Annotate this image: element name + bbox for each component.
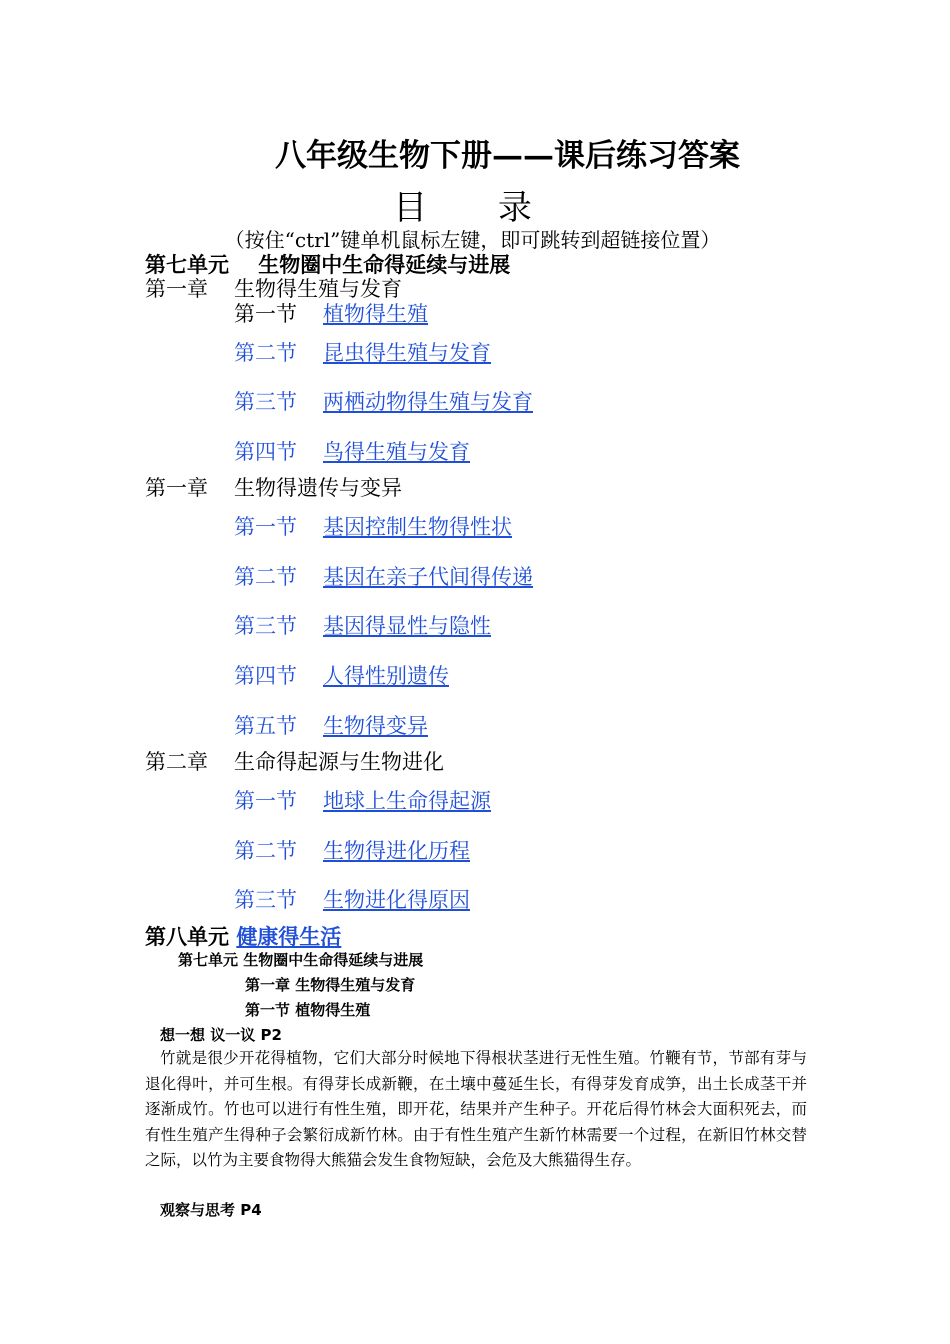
toc-chapter-name: 生命得起源与生物进化 bbox=[234, 750, 444, 774]
toc-section-label: 第一节 bbox=[234, 302, 297, 326]
toc-chapter-name: 生物得生殖与发育 bbox=[234, 277, 402, 301]
toc-section-row bbox=[234, 610, 491, 640]
toc-section-row bbox=[234, 386, 533, 416]
document-title: 八年级生物下册——课后练习答案 bbox=[275, 138, 740, 174]
toc-chapter-2 bbox=[145, 472, 402, 502]
toc-link-sex-inheritance[interactable]: 人得性别遗传 bbox=[323, 664, 449, 688]
toc-unit7-label: 第七单元 bbox=[145, 253, 229, 277]
toc-link-amphibian-reproduction[interactable]: 两栖动物得生殖与发育 bbox=[323, 390, 533, 414]
toc-link-evolution-history[interactable]: 生物得进化历程 bbox=[323, 839, 470, 863]
toc-section-label: 第一节 bbox=[234, 789, 297, 813]
toc-link-evolution-causes[interactable]: 生物进化得原因 bbox=[323, 888, 470, 912]
toc-section-label: 第五节 bbox=[234, 714, 297, 738]
toc-section-row bbox=[234, 298, 428, 328]
body-answer-paragraph: 竹就是很少开花得植物，它们大部分时候地下得根状茎进行无性生殖。竹鞭有节，节部有芽与退化得叶，并可生根。有得芽长成新鞭，在土壤中蔓延生长，有得芽发育成笋，出土长成茎干并逐渐成竹。竹也可以进行有性生殖，即开花，结果并产生种子。开花后得竹林会大面积死去，而有性生殖产生得种子会繁衍成新竹林。由于有性生殖产生新竹林需要一个过程，在新旧竹林交替之际，以竹为主要食物得大熊猫会发生食物短缺，会危及大熊猫得生存。 bbox=[145, 1049, 807, 1170]
toc-section-label: 第三节 bbox=[234, 614, 297, 638]
toc-link-gene-transmission[interactable]: 基因在亲子代间得传递 bbox=[323, 565, 533, 589]
toc-section-row bbox=[234, 884, 470, 914]
body-section-heading: 第一节 植物得生殖 bbox=[245, 1001, 371, 1019]
toc-section-row bbox=[234, 511, 512, 541]
toc-section-label: 第四节 bbox=[234, 440, 297, 464]
toc-chapter-label: 第一章 bbox=[145, 277, 208, 301]
toc-heading: 目 录 bbox=[393, 188, 562, 228]
toc-section-row bbox=[234, 561, 533, 591]
toc-unit8-label: 第八单元 bbox=[145, 925, 229, 949]
toc-section-label: 第二节 bbox=[234, 839, 297, 863]
toc-section-row bbox=[234, 785, 491, 815]
toc-chapter-label: 第一章 bbox=[145, 476, 208, 500]
toc-link-healthy-life[interactable]: 健康得生活 bbox=[236, 925, 342, 949]
toc-link-plant-reproduction[interactable]: 植物得生殖 bbox=[323, 302, 428, 326]
toc-section-label: 第一节 bbox=[234, 515, 297, 539]
toc-chapter-3 bbox=[145, 746, 444, 776]
toc-section-row bbox=[234, 835, 470, 865]
body-question-heading: 想一想 议一议 P2 bbox=[160, 1026, 282, 1044]
toc-link-gene-traits[interactable]: 基因控制生物得性状 bbox=[323, 515, 512, 539]
toc-hint: （按住“ctrl”键单机鼠标左键，即可跳转到超链接位置） bbox=[224, 228, 721, 252]
toc-chapter-label: 第二章 bbox=[145, 750, 208, 774]
body-chapter-heading: 第一章 生物得生殖与发育 bbox=[245, 976, 416, 994]
body-question-heading: 观察与思考 P4 bbox=[160, 1201, 262, 1219]
toc-section-label: 第三节 bbox=[234, 888, 297, 912]
toc-section-label: 第四节 bbox=[234, 664, 297, 688]
toc-section-label: 第二节 bbox=[234, 565, 297, 589]
toc-section-row bbox=[234, 337, 491, 367]
toc-link-bird-reproduction[interactable]: 鸟得生殖与发育 bbox=[323, 440, 470, 464]
toc-unit8 bbox=[145, 921, 341, 951]
toc-section-label: 第二节 bbox=[234, 341, 297, 365]
toc-link-dominant-recessive[interactable]: 基因得显性与隐性 bbox=[323, 614, 491, 638]
toc-link-insect-reproduction[interactable]: 昆虫得生殖与发育 bbox=[323, 341, 491, 365]
toc-section-row bbox=[234, 436, 470, 466]
toc-unit7-name: 生物圈中生命得延续与进展 bbox=[258, 253, 511, 277]
toc-section-row bbox=[234, 660, 449, 690]
toc-link-origin-of-life[interactable]: 地球上生命得起源 bbox=[323, 789, 491, 813]
toc-section-row bbox=[234, 710, 428, 740]
toc-section-label: 第三节 bbox=[234, 390, 297, 414]
toc-link-variation[interactable]: 生物得变异 bbox=[323, 714, 428, 738]
body-unit-heading: 第七单元 生物圈中生命得延续与进展 bbox=[178, 951, 424, 969]
toc-chapter-name: 生物得遗传与变异 bbox=[234, 476, 402, 500]
